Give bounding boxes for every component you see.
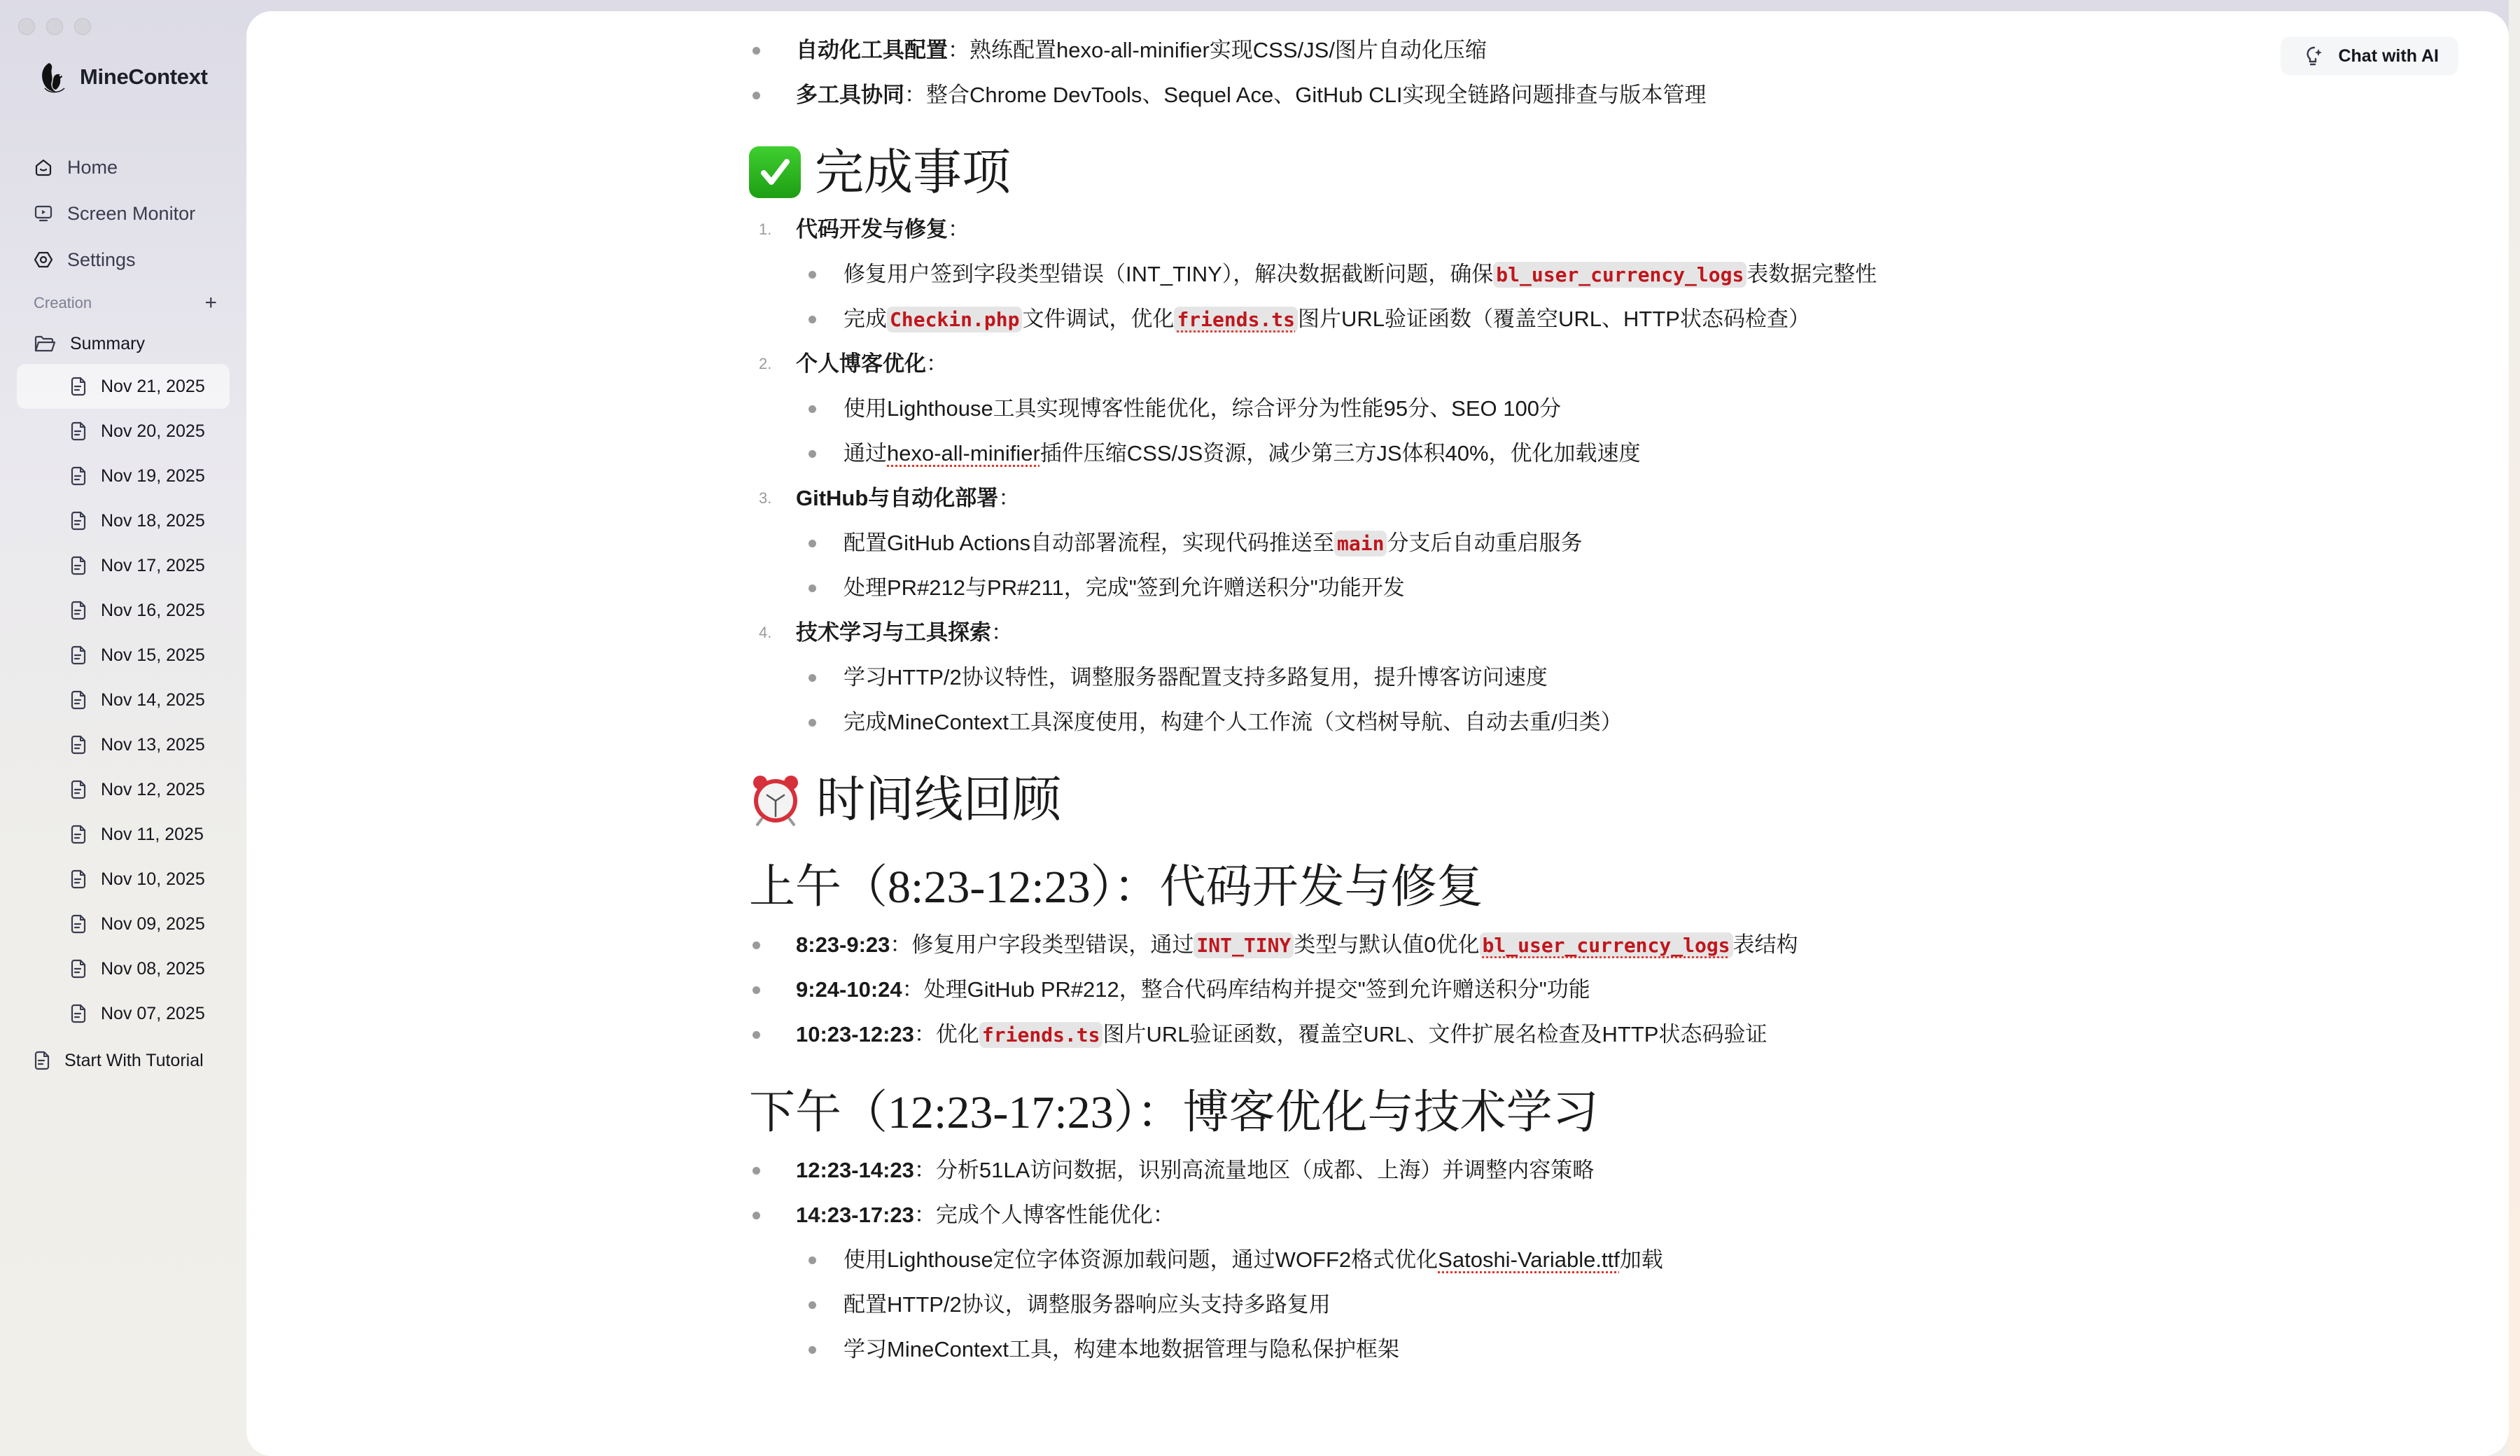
numbered-item: 2. 个人博客优化： — [759, 351, 948, 376]
squirrel-logo-icon — [39, 60, 67, 94]
doc-label: Nov 12, 2025 — [101, 779, 205, 799]
document-list — [17, 364, 230, 1036]
doc-item[interactable] — [17, 498, 230, 543]
list-item: 配置HTTP/2协议，调整服务器响应头支持多路复用 — [750, 1282, 2290, 1327]
folder-open-icon — [34, 334, 56, 354]
list-item: 自动化工具配置：熟练配置hexo-all-minifier实现CSS/JS/图片自动化压缩 — [750, 28, 2290, 73]
list-item: 14:23-17:23：完成个人博客性能优化： — [750, 1193, 2290, 1238]
doc-label: Nov 08, 2025 — [101, 958, 205, 979]
brand — [39, 60, 208, 94]
list-item: 完成MineContext工具深度使用，构建个人工作流（文档树导航、自动去重/归类） — [750, 700, 2290, 745]
doc-item[interactable] — [17, 767, 230, 812]
list-item: 学习MineContext工具，构建本地数据管理与隐私保护框架 — [750, 1327, 2290, 1372]
list-item: 修复用户签到字段类型错误（INT_TINY），解决数据截断问题，确保 bl_user_currency_logs 表数据完整性 — [750, 252, 2290, 297]
numbered-item: 4. 技术学习与工具探索： — [759, 620, 1013, 645]
doc-label: Nov 10, 2025 — [101, 869, 205, 889]
list-item: 通过hexo-all-minifier插件压缩CSS/JS资源，减少第三方JS体积40%，优化加载速度 — [750, 431, 2290, 476]
nav-item-screen-monitor[interactable] — [34, 190, 195, 237]
folder-label: Summary — [70, 333, 145, 354]
document-icon — [70, 735, 87, 755]
doc-item[interactable] — [17, 857, 230, 902]
inline-code: INT_TINY — [1194, 932, 1294, 958]
document-icon — [70, 421, 87, 441]
document-icon — [70, 825, 87, 844]
doc-label: Nov 18, 2025 — [101, 510, 205, 531]
doc-label: Nov 20, 2025 — [101, 421, 205, 441]
nav-label: Home — [67, 156, 118, 178]
inline-code: bl_user_currency_logs — [1480, 932, 1733, 958]
document-icon — [70, 466, 87, 486]
doc-item[interactable] — [17, 409, 230, 454]
numbered-item: 1. 代码开发与修复： — [759, 217, 969, 241]
doc-label: Nov 14, 2025 — [101, 690, 205, 710]
doc-item[interactable] — [17, 588, 230, 633]
list-item: 多工具协同：整合Chrome DevTools、Sequel Ace、GitHub CLI实现全链路问题排查与版本管理 — [750, 73, 2290, 118]
settings-icon — [34, 250, 53, 270]
doc-item[interactable] — [17, 812, 230, 857]
document-content — [750, 11, 2290, 1372]
doc-item[interactable] — [17, 946, 230, 991]
doc-label: Nov 11, 2025 — [101, 824, 204, 844]
document-icon — [70, 377, 87, 396]
list-item: 12:23-14:23：分析51LA访问数据，识别高流量地区（成都、上海）并调整内容策略 — [750, 1148, 2290, 1193]
document-icon — [70, 601, 87, 620]
document-icon — [70, 645, 87, 665]
inline-code: bl_user_currency_logs — [1493, 262, 1746, 288]
alarm-clock-icon — [749, 773, 802, 826]
chat-with-ai-button[interactable] — [2281, 36, 2458, 76]
list-item: 10:23-12:23：优化 friends.ts 图片URL验证函数，覆盖空URL、文件扩展名检查及HTTP状态码验证 — [750, 1012, 2290, 1057]
inline-code: friends.ts — [1174, 307, 1298, 332]
nav-label: Settings — [67, 248, 136, 270]
doc-label: Nov 16, 2025 — [101, 600, 205, 620]
list-item: 8:23-9:23：修复用户字段类型错误，通过 INT_TINY 类型与默认值0优化 bl_user_currency_logs 表结构 — [750, 923, 2290, 967]
heading-timeline: 时间线回顾 — [749, 764, 2290, 834]
doc-item[interactable] — [17, 722, 230, 767]
section-label: Creation — [34, 294, 92, 312]
doc-item[interactable] — [17, 543, 230, 588]
doc-label: Nov 17, 2025 — [101, 555, 205, 575]
doc-label: Nov 21, 2025 — [101, 376, 205, 396]
nav-item-home[interactable] — [34, 144, 195, 190]
heading-morning: 上午（8:23-12:23）：代码开发与修复 — [749, 862, 1483, 913]
doc-item[interactable] — [17, 633, 230, 678]
doc-item[interactable] — [17, 454, 230, 498]
doc-label: Nov 13, 2025 — [101, 734, 205, 755]
nav-item-settings[interactable] — [34, 237, 195, 283]
doc-item[interactable] — [17, 678, 230, 722]
doc-item[interactable] — [17, 902, 230, 946]
document-icon — [70, 959, 87, 979]
list-item: 使用Lighthouse定位字体资源加载问题，通过WOFF2格式优化Satoshi-Variable.ttf加载 — [750, 1238, 2290, 1282]
list-item: 完成 Checkin.php 文件调试，优化 friends.ts 图片URL验证函数（覆盖空URL、HTTP状态码检查） — [750, 297, 2290, 342]
document-icon — [70, 780, 87, 799]
doc-label: Nov 19, 2025 — [101, 465, 205, 486]
document-icon — [70, 511, 87, 531]
lightbulb-sparkle-icon — [2304, 45, 2323, 67]
document-icon — [34, 1051, 50, 1070]
inline-code: main — [1334, 531, 1387, 556]
list-item: 配置GitHub Actions自动部署流程，实现代码推送至 main 分支后自动重启服务 — [750, 521, 2290, 566]
document-icon — [70, 1004, 87, 1023]
sidebar — [0, 0, 246, 1456]
window-edge — [2509, 0, 2520, 1456]
main-nav — [34, 144, 195, 283]
doc-label: Nov 07, 2025 — [101, 1003, 205, 1023]
document-icon — [70, 690, 87, 710]
doc-label: Nov 09, 2025 — [101, 913, 205, 934]
tutorial-label: Start With Tutorial — [64, 1050, 204, 1070]
monitor-icon — [34, 204, 53, 223]
list-item: 处理PR#212与PR#211，完成"签到允许赠送积分"功能开发 — [750, 566, 2290, 610]
list-item: 使用Lighthouse工具实现博客性能优化，综合评分为性能95分、SEO 100分 — [750, 386, 2290, 431]
doc-item[interactable] — [17, 991, 230, 1036]
inline-code: friends.ts — [979, 1022, 1103, 1048]
start-tutorial-item[interactable] — [34, 1043, 204, 1078]
document-icon — [70, 914, 87, 934]
app-name: MineContext — [80, 64, 208, 89]
folder-summary[interactable] — [34, 329, 145, 358]
heading-afternoon: 下午（12:23-17:23）：博客优化与技术学习 — [749, 1087, 1599, 1138]
list-item: 9:24-10:24：处理GitHub PR#212，整合代码库结构并提交"签到允许赠送积分"功能 — [750, 967, 2290, 1012]
document-icon — [70, 869, 87, 889]
chat-button-label: Chat with AI — [2338, 46, 2439, 66]
home-icon — [34, 158, 53, 177]
doc-label: Nov 15, 2025 — [101, 645, 205, 665]
heading-done: 完成事项 — [749, 137, 2290, 207]
add-document-button[interactable]: + — [204, 291, 217, 314]
list-item: 学习HTTP/2协议特性，调整服务器配置支持多路复用，提升博客访问速度 — [750, 655, 2290, 700]
document-icon — [70, 556, 87, 575]
creation-section-header — [34, 293, 217, 314]
document-view — [246, 11, 2509, 1456]
nav-label: Screen Monitor — [67, 202, 196, 224]
check-mark-icon — [749, 146, 801, 198]
inline-code: Checkin.php — [887, 307, 1022, 332]
doc-item[interactable] — [17, 364, 230, 409]
numbered-item: 3. GitHub与自动化部署： — [759, 486, 1021, 510]
